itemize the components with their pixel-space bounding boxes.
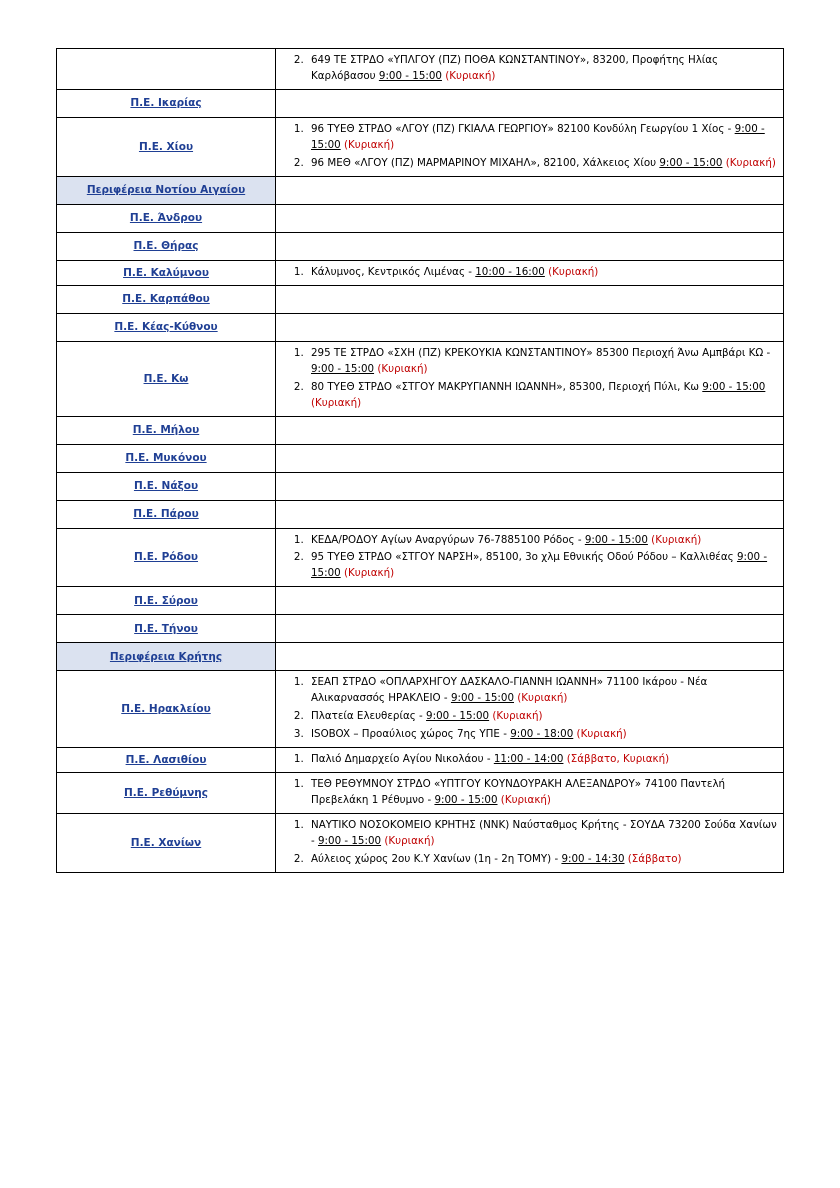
prefecture-label: Περιφέρεια Νοτίου Αιγαίου: [86, 184, 246, 197]
day-note: (Κυριακή): [384, 835, 435, 848]
prefecture-name-cell: [57, 528, 276, 587]
item-text: 96 ΤΥΕΘ ΣΤΡΔΟ «ΛΓΟΥ (ΠΖ) ΓΚΙΑΛΑ ΓΕΩΡΓΙΟΥ» 82100 Κονδύλη Γεωργίου 1 Χίος -: [311, 122, 735, 135]
locations-cell: [276, 204, 784, 232]
empty-locations: [281, 290, 778, 309]
locations-cell: [276, 528, 784, 587]
empty-locations: [281, 94, 778, 113]
item-text: Πλατεία Ελευθερίας -: [311, 710, 427, 723]
prefecture-label: Π.Ε. Ρόδου: [133, 551, 199, 564]
table-row: [57, 232, 784, 260]
day-note: (Σάββατο): [627, 852, 682, 865]
locations-cell: [276, 341, 784, 416]
prefecture-name-cell: [57, 587, 276, 615]
item-text: ΣΕΑΠ ΣΤΡΔΟ «ΟΠΛΑΡΧΗΓΟΥ ΔΑΣΚΑΛΟ-ΓΙΑΝΝΗ ΙΩΑΝΝΗ» 71100 Ικάρου - Νέα Αλικαρνασσός ΗΡΑΚΛΕΙΟ -: [311, 676, 708, 705]
prefecture-label: Π.Ε. Άνδρου: [129, 212, 203, 225]
locations-cell: [276, 313, 784, 341]
time-range: 9:00 - 15:00: [584, 533, 648, 546]
list-item: [307, 752, 778, 768]
day-note: (Κυριακή): [311, 396, 362, 409]
time-range: 9:00 - 18:00: [510, 728, 574, 741]
region-header-row: [57, 176, 784, 204]
locations-cell: [276, 444, 784, 472]
time-range: 9:00 - 15:00: [450, 692, 514, 705]
item-text: ΤΕΘ ΡΕΘΥΜΝΟΥ ΣΤΡΔΟ «ΥΠΤΓΟΥ ΚΟΥΝΔΟΥΡΑΚΗ ΑΛΕΞΑΝΔΡΟΥ» 74100 Παντελή Πρεβελάκη 1 Ρέθυμνο -: [311, 778, 726, 807]
locations-cell: [276, 814, 784, 873]
prefecture-label: Π.Ε. Χίου: [138, 140, 194, 153]
prefecture-label: Π.Ε. Κω: [143, 372, 189, 385]
locations-cell: [276, 416, 784, 444]
table-row: [57, 204, 784, 232]
prefecture-name-cell: [57, 444, 276, 472]
list-item: [307, 818, 778, 850]
locations-list: [281, 346, 778, 412]
prefecture-name-cell: [57, 204, 276, 232]
day-note: (Κυριακή): [548, 265, 599, 278]
list-item: [307, 852, 778, 868]
prefecture-label: Π.Ε. Ικαρίας: [130, 97, 202, 110]
table-row: [57, 773, 784, 814]
prefecture-name-cell: [57, 313, 276, 341]
time-range: 10:00 - 16:00: [475, 265, 545, 278]
day-note: (Κυριακή): [651, 533, 702, 546]
prefecture-name-cell: [57, 416, 276, 444]
prefecture-name-cell: [57, 117, 276, 176]
time-range: 9:00 - 15:00: [659, 156, 723, 169]
item-text: 95 ΤΥΕΘ ΣΤΡΔΟ «ΣΤΓΟΥ ΝΑΡΣΗ», 85100, 3ο χλμ Εθνικής Οδού Ρόδου – Καλλιθέας: [311, 551, 737, 564]
time-range: 9:00 - 15:00: [702, 380, 766, 393]
locations-table: [56, 48, 784, 873]
prefecture-name-cell: [57, 260, 276, 285]
table-row: [57, 528, 784, 587]
list-item: [307, 380, 778, 412]
table-body: [57, 49, 784, 873]
time-range: 9:00 - 15:00: [434, 794, 498, 807]
empty-locations: [281, 318, 778, 337]
locations-cell: [276, 671, 784, 748]
day-note: (Κυριακή): [576, 728, 627, 741]
table-row: [57, 117, 784, 176]
prefecture-label: Π.Ε. Ρεθύμνης: [123, 787, 208, 800]
list-item: [307, 675, 778, 707]
locations-list: [281, 752, 778, 768]
table-row: [57, 814, 784, 873]
item-text: Παλιό Δημαρχείο Αγίου Νικολάου -: [311, 753, 494, 766]
day-note: (Κυριακή): [500, 794, 551, 807]
time-range: 9:00 - 15:00: [311, 551, 768, 580]
table-row: [57, 444, 784, 472]
prefecture-label: Π.Ε. Κέας-Κύθνου: [114, 321, 218, 334]
item-text: ΚΕΔΑ/ΡΟΔΟΥ Αγίων Αναργύρων 76-7885100 Ρόδος -: [311, 533, 585, 546]
table-row: [57, 587, 784, 615]
prefecture-name-cell: [57, 472, 276, 500]
locations-list: [281, 533, 778, 583]
item-text: 295 ΤΕ ΣΤΡΔΟ «ΣΧΗ (ΠΖ) ΚΡΕΚΟΥΚΙΑ ΚΩΝΣΤΑΝΤΙΝΟΥ» 85300 Περιοχή Άνω Αμπβάρι ΚΩ -: [311, 346, 771, 359]
empty-locations: [281, 421, 778, 440]
list-item: [307, 550, 778, 582]
time-range: 11:00 - 14:00: [493, 753, 564, 766]
locations-cell: [276, 472, 784, 500]
prefecture-label: Π.Ε. Καρπάθου: [122, 293, 210, 306]
prefecture-name-cell: [57, 671, 276, 748]
locations-cell: [276, 117, 784, 176]
empty-locations: [281, 237, 778, 256]
prefecture-label: Π.Ε. Χανίων: [130, 836, 202, 849]
list-item: [307, 156, 778, 172]
table-row: [57, 472, 784, 500]
prefecture-label: Π.Ε. Ηρακλείου: [121, 703, 211, 716]
empty-locations: [281, 619, 778, 638]
list-item: [307, 122, 778, 154]
time-range: 9:00 - 14:30: [561, 852, 625, 865]
item-text: 649 ΤΕ ΣΤΡΔΟ «ΥΠΛΓΟΥ (ΠΖ) ΠΟΘΑ ΚΩΝΣΤΑΝΤΙΝΟΥ», 83200, Προφήτης Ηλίας Καρλόβασου: [311, 54, 719, 82]
locations-cell: [276, 49, 784, 90]
table-row: [57, 615, 784, 643]
time-range: 9:00 - 15:00: [378, 69, 442, 82]
prefecture-label: Π.Ε. Μυκόνου: [125, 452, 207, 465]
empty-locations: [281, 647, 778, 666]
prefecture-name-cell: [57, 500, 276, 528]
table-row: [57, 49, 784, 90]
list-item: [307, 777, 778, 809]
table-row: [57, 341, 784, 416]
locations-cell: [276, 260, 784, 285]
day-note: (Κυριακή): [377, 362, 428, 375]
item-text: 80 ΤΥΕΘ ΣΤΡΔΟ «ΣΤΓΟΥ ΜΑΚΡΥΓΙΑΝΝΗ ΙΩΑΝΝΗ», 85300, Περιοχή Πύλι, Κω: [311, 380, 703, 393]
locations-cell: [276, 500, 784, 528]
locations-cell: [276, 748, 784, 773]
table-row: [57, 89, 784, 117]
item-text: ISOBOX – Προαύλιος χώρος 7ης ΥΠΕ -: [311, 728, 511, 741]
locations-cell: [276, 773, 784, 814]
table-row: [57, 260, 784, 285]
day-note: (Κυριακή): [445, 69, 496, 82]
prefecture-name-cell: [57, 814, 276, 873]
locations-cell: [276, 615, 784, 643]
day-note: (Κυριακή): [492, 710, 543, 723]
empty-locations: [281, 591, 778, 610]
prefecture-label: Π.Ε. Τήνου: [134, 622, 198, 635]
prefecture-label: Π.Ε. Νάξου: [133, 480, 199, 493]
empty-locations: [281, 209, 778, 228]
prefecture-label: Π.Ε. Πάρου: [133, 508, 199, 521]
time-range: 9:00 - 15:00: [426, 710, 490, 723]
table-row: [57, 671, 784, 748]
list-item: [307, 265, 778, 281]
prefecture-name-cell: [57, 615, 276, 643]
item-text: 96 ΜΕΘ «ΛΓΟΥ (ΠΖ) ΜΑΡΜΑΡΙΝΟΥ ΜΙΧΑΗΛ», 82100, Χάλκειος Χίου: [311, 156, 660, 169]
prefecture-label: Περιφέρεια Κρήτης: [109, 650, 223, 663]
day-note: (Κυριακή): [725, 156, 776, 169]
table-row: [57, 313, 784, 341]
time-range: 9:00 - 15:00: [318, 835, 382, 848]
table-row: [57, 500, 784, 528]
table-row: [57, 748, 784, 773]
empty-locations: [281, 505, 778, 524]
locations-list: [281, 818, 778, 868]
table-row: [57, 285, 784, 313]
table-row: [57, 416, 784, 444]
prefecture-name-cell: [57, 232, 276, 260]
list-item: [307, 709, 778, 725]
prefecture-name-cell: [57, 49, 276, 90]
prefecture-label: Π.Ε. Λασιθίου: [125, 754, 207, 767]
locations-cell: [276, 232, 784, 260]
prefecture-name-cell: [57, 341, 276, 416]
day-note: (Σάββατο, Κυριακή): [566, 753, 670, 766]
list-item: [307, 533, 778, 549]
prefecture-name-cell: [57, 773, 276, 814]
prefecture-name-cell: [57, 89, 276, 117]
prefecture-label: Π.Ε. Θήρας: [133, 240, 199, 253]
prefecture-name-cell: [57, 285, 276, 313]
time-range: 9:00 - 15:00: [311, 122, 765, 151]
list-item: [307, 727, 778, 743]
locations-list: [281, 265, 778, 281]
locations-cell: [276, 176, 784, 204]
prefecture-label: Π.Ε. Μήλου: [132, 424, 200, 437]
locations-cell: [276, 285, 784, 313]
locations-list: [281, 53, 778, 85]
locations-list: [281, 675, 778, 743]
item-text: Κάλυμνος, Κεντρικός Λιμένας -: [311, 265, 476, 278]
item-text: ΝΑΥΤΙΚΟ ΝΟΣΟΚΟΜΕΙΟ ΚΡΗΤΗΣ (ΝΝΚ) Ναύσταθμος Κρήτης - ΣΟΥΔΑ 73200 Σούδα Χανίων -: [311, 819, 777, 848]
empty-locations: [281, 477, 778, 496]
locations-cell: [276, 587, 784, 615]
locations-cell: [276, 643, 784, 671]
empty-locations: [281, 181, 778, 200]
prefecture-name-cell: [57, 748, 276, 773]
region-name-cell: [57, 176, 276, 204]
locations-cell: [276, 89, 784, 117]
day-note: (Κυριακή): [343, 567, 395, 580]
item-text: Αύλειος χώρος 2ου Κ.Υ Χανίων (1η - 2η ΤΟΜΥ) -: [311, 852, 562, 865]
locations-list: [281, 777, 778, 809]
day-note: (Κυριακή): [517, 692, 568, 705]
empty-locations: [281, 449, 778, 468]
prefecture-label: Π.Ε. Καλύμνου: [123, 266, 209, 279]
day-note: (Κυριακή): [343, 138, 395, 151]
locations-list: [281, 122, 778, 172]
list-item: [307, 346, 778, 378]
prefecture-label: Π.Ε. Σύρου: [134, 594, 198, 607]
region-header-row: [57, 643, 784, 671]
region-name-cell: [57, 643, 276, 671]
list-item: [307, 53, 778, 85]
time-range: 9:00 - 15:00: [311, 362, 375, 375]
